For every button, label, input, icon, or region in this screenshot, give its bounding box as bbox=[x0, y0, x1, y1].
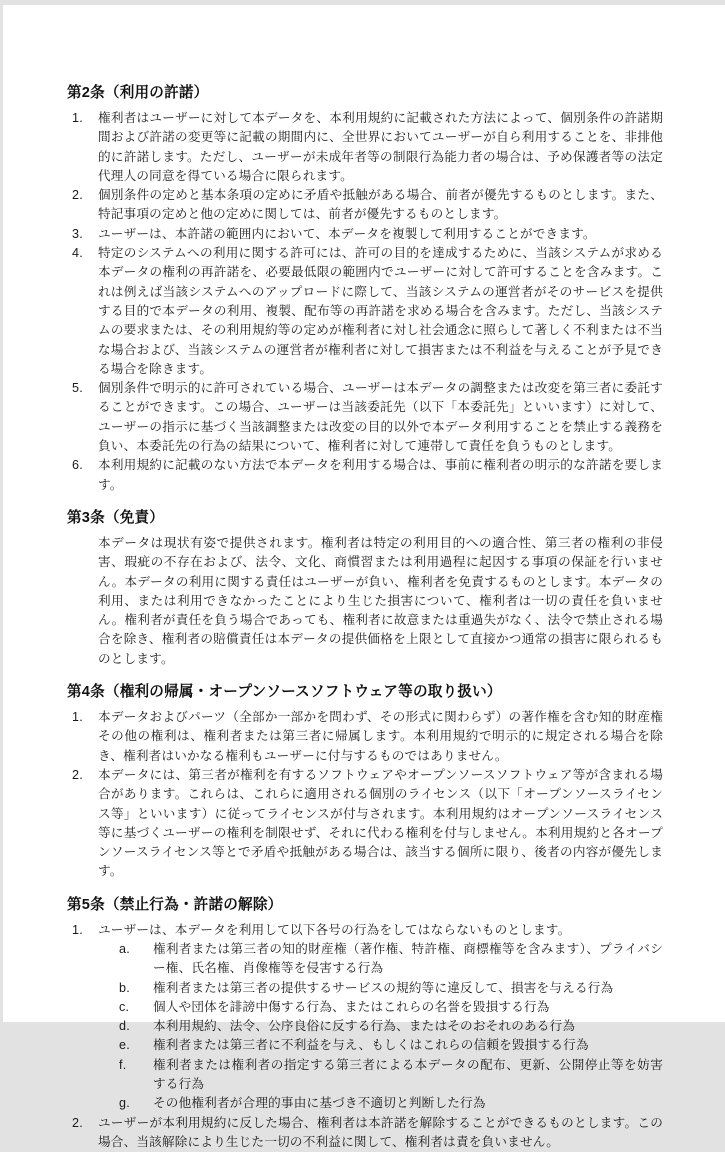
list-item bbox=[67, 186, 663, 225]
item-text bbox=[98, 921, 663, 1114]
article-2-section bbox=[67, 83, 663, 495]
terms-document bbox=[3, 5, 725, 1152]
item-number: 6. bbox=[72, 458, 83, 473]
item-number: 1. bbox=[72, 111, 83, 125]
item-number: 1. bbox=[72, 710, 83, 725]
article-5-heading: 第5条（禁止行為・許諾の解除） bbox=[67, 896, 283, 913]
list-item bbox=[67, 708, 663, 766]
item-text: 本データおよびパーツ（全部か一部かを問わず、その形式に関わらず）の著作権を含む知的財産権その他の権利は、権利者または第三者に帰属します。本利用規約で明示的に規定される場合を除き、権利者はいかなる権利もユーザーに付与するものではありません。 bbox=[98, 710, 663, 763]
item-number: 4. bbox=[72, 246, 83, 261]
item-text-lead: ユーザーは、本データを利用して以下各号の行為をしてはならないものとします。 bbox=[98, 922, 571, 937]
subitem-text: 権利者または第三者の知的財産権（著作権、特許権、商標権等を含みます）、プライバシー権、氏名権、肖像権等を侵害する行為 bbox=[153, 941, 663, 976]
subitem-letter: c. bbox=[119, 999, 130, 1014]
list-item bbox=[67, 921, 663, 1114]
item-number: 2. bbox=[72, 767, 83, 782]
item-number: 2. bbox=[72, 188, 83, 203]
subitem-text: 個人や団体を誹謗中傷する行為、またはこれらの名誉を毀損する行為 bbox=[153, 999, 550, 1014]
subitem-text: 権利者または第三者に不利益を与え、もしくはこれらの信頼を毀損する行為 bbox=[153, 1038, 589, 1053]
subitem-letter: d. bbox=[119, 1019, 130, 1034]
article-3-heading: 第3条（免責） bbox=[67, 509, 165, 526]
article-4-section bbox=[67, 682, 663, 882]
sub-list-item bbox=[116, 979, 663, 998]
item-number: 3. bbox=[72, 226, 83, 241]
prohibited-acts-sublist bbox=[116, 940, 663, 1114]
sub-list-item bbox=[116, 1056, 663, 1095]
item-text: 個別条件で明示的に許可されている場合、ユーザーは本データの調整または改変を第三者に委託することができます。この場合、ユーザーは当該委託先（以下「本委託先」といいます）に対して、ユーザーの指示に基づく当該調整または改変の目的以外で本データ利用することを禁止する義務を負い、本委託先の行為の結果について、権利者に対して連帯して責任を負うものとします。 bbox=[98, 381, 663, 454]
subitem-text: その他権利者が合理的事由に基づき不適切と判断した行為 bbox=[153, 1096, 486, 1111]
list-item bbox=[67, 766, 663, 882]
article-2-heading: 第2条（利用の許諾） bbox=[67, 85, 209, 101]
item-text: 個別条件の定めと基本条項の定めに矛盾や抵触がある場合、前者が優先するものとします。また、特記事項の定めと他の定めに関しては、前者が優先するものとします。 bbox=[98, 188, 663, 222]
subitem-letter: b. bbox=[119, 980, 130, 995]
list-item bbox=[67, 379, 663, 456]
subitem-letter: e. bbox=[119, 1038, 130, 1053]
item-text: 本データには、第三者が権利を有するソフトウェアやオープンソースソフトウェア等が含まれる場合があります。これらは、これらに適用される個別のライセンス（以下「オープンソースライセンス等」といいます）に従ってライセンスが付与されます。本利用規約はオープンソースライセンス等に基づくユーザーの権利を制限せず、それに代わる権利を付与しません。本利用規約と各オープンソースライセンス等とで矛盾や抵触がある場合は、該当する個所に限り、後者の内容が優先します。 bbox=[98, 767, 663, 879]
list-item bbox=[67, 109, 663, 186]
article-4-heading: 第4条（権利の帰属・オープンソースソフトウェア等の取り扱い） bbox=[67, 684, 502, 701]
subitem-letter: g. bbox=[119, 1096, 130, 1111]
sub-list-item bbox=[116, 998, 663, 1017]
list-item bbox=[67, 456, 663, 495]
sub-list-item bbox=[116, 1094, 663, 1113]
subitem-text: 権利者または第三者の提供するサービスの規約等に違反して、損害を与える行為 bbox=[153, 980, 614, 995]
document-page bbox=[3, 5, 725, 1149]
subitem-text: 権利者または権利者の指定する第三者による本データの配布、更新、公開停止等を妨害する行為 bbox=[153, 1057, 663, 1092]
sub-list-item bbox=[116, 1036, 663, 1055]
article-3-section bbox=[67, 508, 663, 669]
subitem-letter: f. bbox=[119, 1057, 127, 1072]
item-text: 権利者はユーザーに対して本データを、本利用規約に記載された方法によって、個別条件の許諾期間および許諾の変更等に記載の期間内に、全世界においてユーザーが自ら利用することを、非排他的に許諾します。ただし、ユーザーが未成年者等の制限行為能力者の場合は、予め保護者等の法定代理人の同意を得ている場合に限られます。 bbox=[98, 111, 663, 183]
list-item bbox=[67, 1114, 663, 1152]
subitem-letter: a. bbox=[119, 941, 130, 956]
subitem-text: 本利用規約、法令、公序良俗に反する行為、またはそのおそれのある行為 bbox=[153, 1019, 576, 1034]
item-text: ユーザーが本利用規約に反した場合、権利者は本許諾を解除することができるものとします。この場合、当該解除により生じた一切の不利益に関して、権利者は責を負いません。 bbox=[98, 1115, 663, 1149]
item-number: 2. bbox=[72, 1115, 83, 1130]
item-text: ユーザーは、本許諾の範囲内において、本データを複製して利用することができます。 bbox=[98, 226, 596, 241]
list-item bbox=[67, 244, 663, 379]
item-text: 本利用規約に記載のない方法で本データを利用する場合は、事前に権利者の明示的な許諾を要します。 bbox=[98, 458, 663, 492]
item-number: 1. bbox=[72, 922, 83, 937]
item-text: 特定のシステムへの利用に関する許可には、許可の目的を達成するために、当該システムが求める本データの権利の再許諾を、必要最低限の範囲内でユーザーに対して許可することを含みます。これは例えば当該システムへのアップロードに際して、当該システムの運営者がそのサービスを提供する目的で本データの利用、複製、配布等の再許諾を求める場合を含みます。ただし、当該システムの要求または、その利用規約等の定めが権利者に対し社会通念に照らして著しく不利または不当な場合および、当該システムの運営者が権利者に対して損害または不利益を与えることが予見できる場合を除きます。 bbox=[98, 246, 663, 376]
item-number: 5. bbox=[72, 381, 83, 396]
sub-list-item bbox=[116, 1017, 663, 1036]
list-item bbox=[67, 225, 663, 244]
article-5-section bbox=[67, 895, 663, 1152]
sub-list-item bbox=[116, 940, 663, 979]
article-3-paragraph: 本データは現状有姿で提供されます。権利者は特定の利用目的への適合性、第三者の権利の非侵害、瑕疵の不存在および、法令、文化、商慣習または利用過程に起因する事項の保証を行いません。本データの利用に関する責任はユーザーが負い、権利者を免責するものとします。本データの利用、または利用できなかったことにより生じた損害について、権利者は一切の責任を負いません。権利者が責任を負う場合であっても、権利者に故意または重過失がなく、法令で禁止される場合を除き、権利者の賠償責任は本データの提供価格を上限として直接かつ通常の損害に限られるものとします。 bbox=[98, 535, 663, 666]
